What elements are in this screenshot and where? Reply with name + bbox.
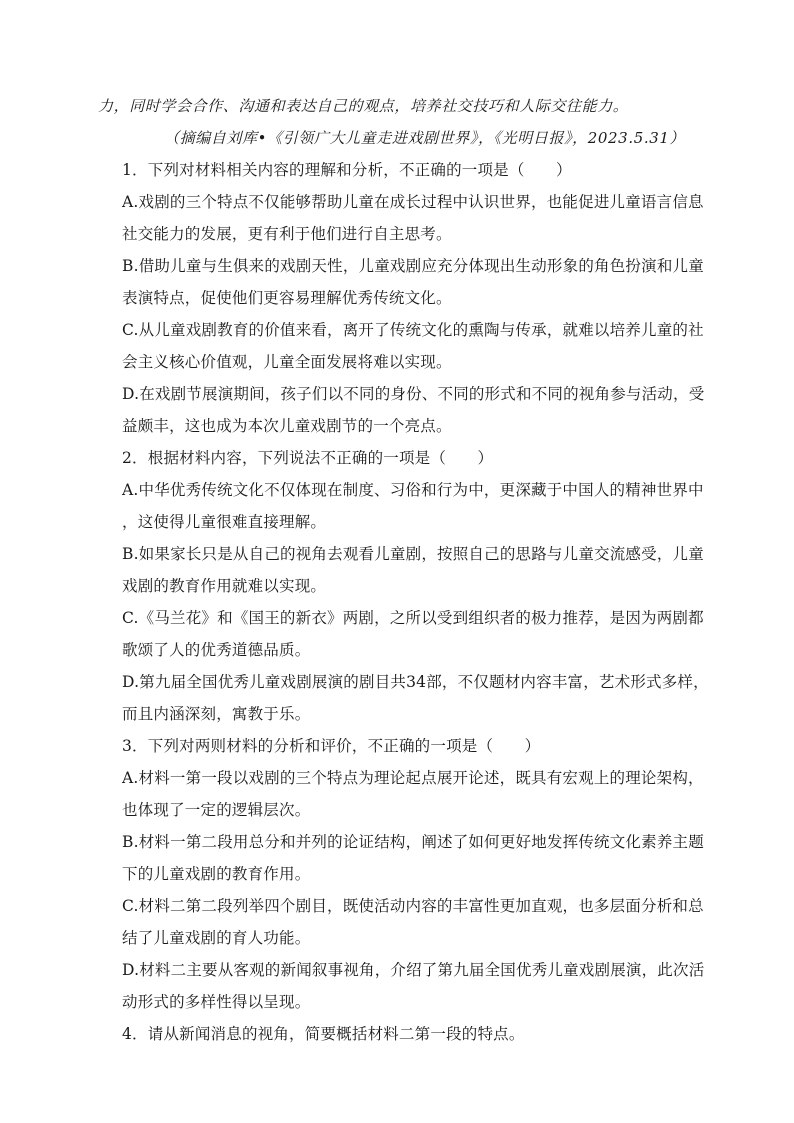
question-2-option-a-continued: ，这使得儿童很难直接理解。	[122, 513, 327, 531]
question-3-stem: 3．下列对两则材料的分析和评价，不正确的一项是（ ）	[122, 737, 541, 755]
question-2-stem: 2．根据材料内容，下列说法不正确的一项是（ ）	[122, 449, 494, 467]
question-3-option-b: B.材料一第二段用总分和并列的论证结构，阐述了如何更好地发挥传统文化素养主题	[122, 833, 704, 851]
question-2-option-c: C.《马兰花》和《国王的新衣》两剧，之所以受到组织者的极力推荐，是因为两剧都	[122, 609, 704, 627]
question-1-option-a-continued: 社交能力的发展，更有利于他们进行自主思考。	[122, 225, 452, 243]
question-1-stem: 1．下列对材料相关内容的理解和分析，不正确的一项是（ ）	[122, 161, 572, 179]
question-1-option-c-continued: 会主义核心价值观，儿童全面发展将难以实现。	[122, 353, 452, 371]
question-2-option-d: D.第九届全国优秀儿童戏剧展演的剧目共34部，不仅题材内容丰富，艺术形式多样，	[122, 673, 709, 691]
question-1-option-b-continued: 表演特点，促使他们更容易理解优秀传统文化。	[122, 289, 452, 307]
question-1-option-b: B.借助儿童与生俱来的戏剧天性，儿童戏剧应充分体现出生动形象的角色扮演和儿童	[122, 257, 704, 275]
source-citation: （摘编自刘库•《引领广大儿童走进戏剧世界》，《光明日报》，2023.5.31）	[164, 129, 686, 147]
intro-continuation-line: 力，同时学会合作、沟通和表达自己的观点，培养社交技巧和人际交往能力。	[98, 97, 629, 115]
question-1-option-a: A.戏剧的三个特点不仅能够帮助儿童在成长过程中认识世界，也能促进儿童语言信息	[122, 193, 704, 211]
question-1-option-d: D.在戏剧节展演期间，孩子们以不同的身份、不同的形式和不同的视角参与活动，受	[122, 385, 705, 403]
question-1-option-d-continued: 益颇丰，这也成为本次儿童戏剧节的一个亮点。	[122, 417, 452, 435]
question-3-option-a-continued: 也体现了一定的逻辑层次。	[122, 801, 311, 819]
question-3-option-b-continued: 下的儿童戏剧的教育作用。	[122, 865, 311, 883]
question-2-option-b-continued: 戏剧的教育作用就难以实现。	[122, 577, 327, 595]
question-2-option-a: A.中华优秀传统文化不仅体现在制度、习俗和行为中，更深藏于中国人的精神世界中	[122, 481, 704, 499]
question-2-option-d-continued: 而且内涵深刻，寓教于乐。	[122, 705, 311, 723]
question-3-option-a: A.材料一第一段以戏剧的三个特点为理论起点展开论述，既具有宏观上的理论架构，	[122, 769, 704, 787]
question-4-stem: 4．请从新闻消息的视角，简要概括材料二第一段的特点。	[122, 1025, 525, 1043]
question-3-option-d-continued: 动形式的多样性得以呈现。	[122, 993, 311, 1011]
question-2-option-c-continued: 歌颂了人的优秀道德品质。	[122, 641, 311, 659]
question-1-option-c: C.从儿童戏剧教育的价值来看，离开了传统文化的熏陶与传承，就难以培养儿童的社	[122, 321, 704, 339]
question-3-option-d: D.材料二主要从客观的新闻叙事视角，介绍了第九届全国优秀儿童戏剧展演，此次活	[122, 961, 705, 979]
question-2-option-b: B.如果家长只是从自己的视角去观看儿童剧，按照自己的思路与儿童交流感受，儿童	[122, 545, 704, 563]
question-3-option-c-continued: 结了儿童戏剧的育人功能。	[122, 929, 311, 947]
question-3-option-c: C.材料二第二段列举四个剧目，既使活动内容的丰富性更加直观，也多层面分析和总	[122, 897, 704, 915]
